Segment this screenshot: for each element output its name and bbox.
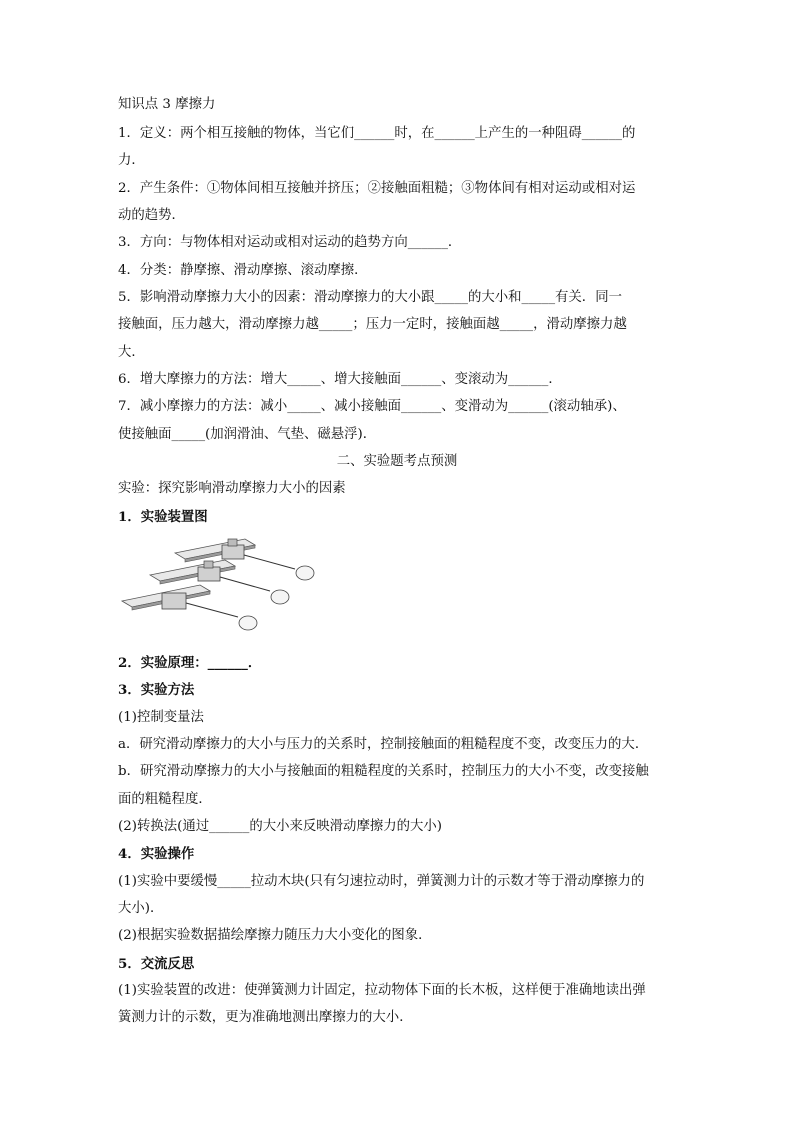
text-line: b．研究滑动摩擦力的大小与接触面的粗糙程度的关系时，控制压力的大小不变，改变接触 [118,764,649,779]
subheading: 1．实验装置图 [118,509,208,525]
text-line: 6．增大摩擦力的方法：增大_____、增大接触面______、变滚动为______． [118,372,562,387]
text-line: 实验：探究影响滑动摩擦力大小的因素 [118,481,346,496]
text-line: (1)实验装置的改进：使弹簧测力计固定，拉动物体下面的长木板，这样便于准确地读出弹 [118,983,646,998]
text-line: (2)转换法(通过______的大小来反映滑动摩擦力的大小) [118,819,443,834]
subheading: 5．交流反思 [118,956,195,972]
text-line: 接触面，压力越大，滑动摩擦力越_____；压力一定时，接触面越_____，滑动摩擦力越 [118,317,627,332]
experiment-apparatus-figure [120,535,330,640]
text-line: 力． [118,153,145,168]
text-line: (1)实验中要缓慢_____拉动木块(只有匀速拉动时，弹簧测力计的示数才等于滑动摩擦力的 [118,874,645,889]
subheading: 4．实验操作 [118,846,195,862]
text-line: 使接触面_____(加润滑油、气垫、磁悬浮)． [118,427,377,442]
section-title: 二、实验题考点预测 [336,454,458,469]
text-line: 1．定义：两个相互接触的物体，当它们______时，在______上产生的一种阻碍______的 [118,126,636,141]
text-line: (1)控制变量法 [118,710,204,725]
text-line: 5．影响滑动摩擦力大小的因素：滑动摩擦力的大小跟_____的大小和_____有关．同一 [118,290,622,305]
section-heading: 知识点 3 摩擦力 [118,97,216,112]
text-line: 大． [118,345,145,360]
text-line: 7．减小摩擦力的方法：减小_____、减小接触面______、变滑动为______(滚动轴承)、 [118,399,626,414]
text-line: 大小)． [118,901,164,916]
board-front [122,585,257,630]
text-line: 簧测力计的示数，更为准确地测出摩擦力的大小． [118,1010,413,1025]
subheading: 3．实验方法 [118,682,195,698]
text-line: 2．产生条件：①物体间相互接触并挤压；②接触面粗糙；③物体间有相对运动或相对运 [118,181,636,196]
text-line: 3．方向：与物体相对运动或相对运动的趋势方向______． [118,235,462,250]
text-line: 4．分类：静摩擦、滑动摩擦、滚动摩擦． [118,263,368,278]
text-line: (2)根据实验数据描绘摩擦力随压力大小变化的图象． [118,928,432,943]
subheading: 2．实验原理：______． [118,655,262,671]
text-line: 面的粗糙程度． [118,792,212,807]
text-line: a．研究滑动摩擦力的大小与压力的关系时，控制接触面的粗糙程度不变，改变压力的大． [118,737,649,752]
text-line: 动的趋势． [118,208,185,223]
